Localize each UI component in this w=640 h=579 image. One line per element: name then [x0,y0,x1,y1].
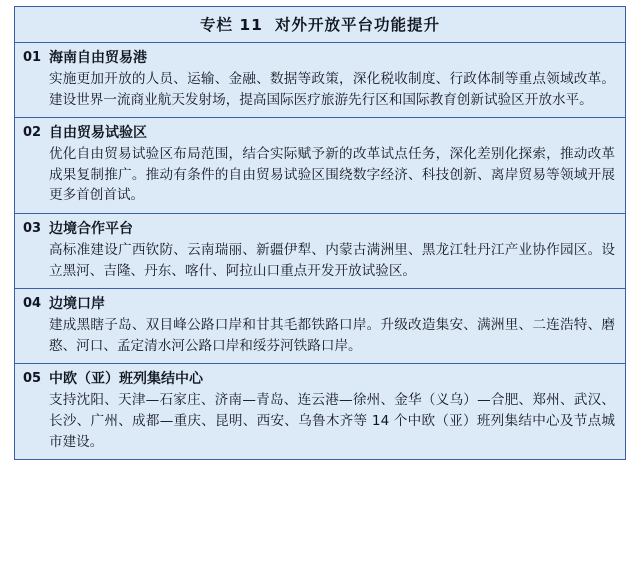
row-number: 04 [22,296,42,312]
row-heading: 海南自由贸易港 [49,50,147,66]
table-row [15,364,625,459]
box-title [15,7,625,43]
table-row [15,214,625,289]
box-title-text: 对外开放平台功能提升 [274,16,440,34]
row-number: 01 [22,50,42,65]
row-content [49,214,625,288]
row-body: 高标准建设广西钦防、云南瑞丽、新疆伊犁、内蒙古满洲里、黑龙江牡丹江产业协作园区。设立黑河、吉隆、丹东、喀什、阿拉山口重点开发开放试验区。 [49,241,615,279]
row-heading: 自由贸易试验区 [49,125,147,142]
table-row [15,289,625,364]
row-heading: 中欧（亚）班列集结中心 [49,371,203,388]
row-number: 05 [22,371,42,387]
row-number: 02 [22,125,42,141]
feature-box [14,6,626,460]
row-body: 实施更加开放的人员、运输、金融、数据等政策，深化税收制度、行政体制等重点领域改革。建设世界一流商业航天发射场，提高国际医疗旅游先行区和国际教育创新试验区开放水平。 [49,70,615,108]
row-content [49,289,625,363]
row-heading: 边境合作平台 [49,221,133,238]
row-body: 支持沈阳、天津—石家庄、济南—青岛、连云港—徐州、金华（义乌）—合肥、郑州、武汉、长沙、广州、成都—重庆、昆明、西安、乌鲁木齐等 14 个中欧（亚）班列集结中心及节点城市建设。 [49,392,615,450]
row-number: 03 [22,221,42,237]
box-title-number: 专栏 11 [200,16,263,34]
row-body: 优化自由贸易试验区布局范围，结合实际赋予新的改革试点任务，深化差别化探索，推动改革成果复制推广。推动有条件的自由贸易试验区围绕数字经济、科技创新、离岸贸易等领域开展更多首创首试。 [49,146,615,204]
row-heading: 边境口岸 [49,296,105,313]
row-content [49,118,625,213]
table-row [15,118,625,214]
row-content [49,364,625,459]
row-content [49,43,625,117]
table-row [15,43,625,118]
row-body: 建成黑瞎子岛、双目峰公路口岸和甘其毛都铁路口岸。升级改造集安、满洲里、二连浩特、磨憨、河口、孟定清水河公路口岸和绥芬河铁路口岸。 [49,317,615,354]
